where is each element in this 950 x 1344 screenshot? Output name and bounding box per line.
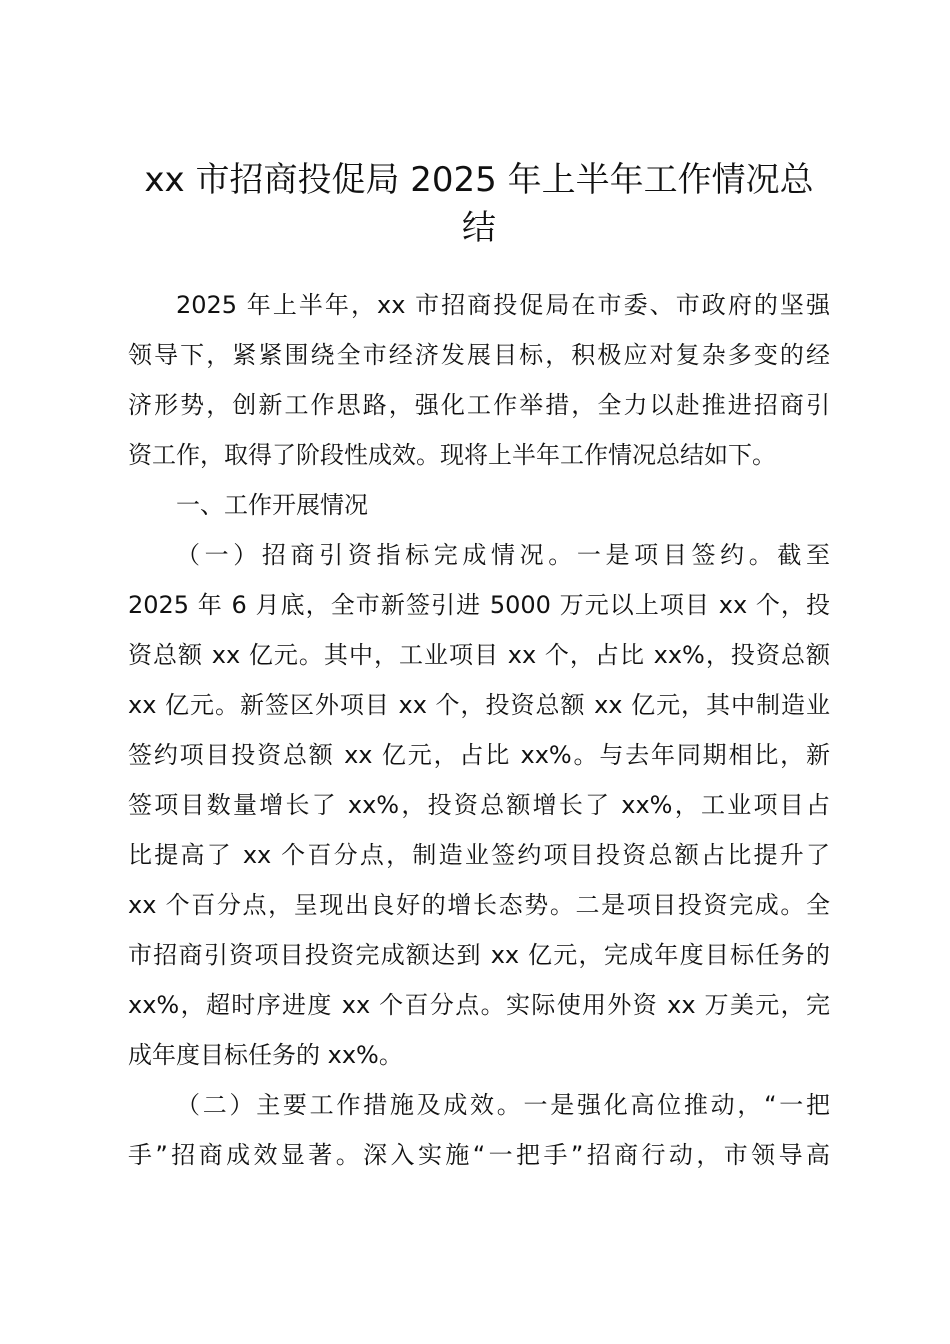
text-line: （二）主要工作措施及成效。一是强化高位推动，“一把 — [176, 1091, 830, 1119]
text-line: 市招商引资项目投资完成额达到 xx 亿元，完成年度目标任务的 — [128, 941, 830, 969]
title-line: xx 市招商投促局 2025 年上半年工作情况总 — [144, 160, 814, 200]
text-line: xx 亿元。新签区外项目 xx 个，投资总额 xx 亿元，其中制造业 — [128, 691, 830, 719]
text-line: 成年度目标任务的 xx%。 — [128, 1041, 403, 1069]
text-line: 比提高了 xx 个百分点，制造业签约项目投资总额占比提升了 — [128, 841, 830, 869]
text-line: 2025 年 6 月底，全市新签引进 5000 万元以上项目 xx 个，投 — [128, 591, 830, 619]
text-line: 济形势，创新工作思路，强化工作举措，全力以赴推进招商引 — [128, 391, 830, 419]
indicators-paragraph — [128, 530, 830, 1080]
title-line: 结 — [462, 208, 496, 248]
document-title — [128, 156, 830, 252]
text-line: （一）招商引资指标完成情况。一是项目签约。截至 — [176, 541, 830, 569]
intro-paragraph — [128, 280, 830, 480]
text-line: 资总额 xx 亿元。其中，工业项目 xx 个，占比 xx%，投资总额 — [128, 641, 830, 669]
text-line: 签项目数量增长了 xx%，投资总额增长了 xx%，工业项目占 — [128, 791, 830, 819]
text-line: 领导下，紧紧围绕全市经济发展目标，积极应对复杂多变的经 — [128, 341, 830, 369]
text-line: 2025 年上半年，xx 市招商投促局在市委、市政府的坚强 — [176, 291, 830, 319]
measures-paragraph — [128, 1080, 830, 1180]
text-line: xx 个百分点，呈现出良好的增长态势。二是项目投资完成。全 — [128, 891, 830, 919]
text-line: 手”招商成效显著。深入实施“一把手”招商行动，市领导高 — [128, 1141, 830, 1169]
section-heading — [128, 480, 830, 530]
text-line: 资工作，取得了阶段性成效。现将上半年工作情况总结如下。 — [128, 441, 776, 469]
text-line: 一、工作开展情况 — [176, 491, 368, 519]
text-line: xx%，超时序进度 xx 个百分点。实际使用外资 xx 万美元，完 — [128, 991, 830, 1019]
text-line: 签约项目投资总额 xx 亿元，占比 xx%。与去年同期相比，新 — [128, 741, 830, 769]
